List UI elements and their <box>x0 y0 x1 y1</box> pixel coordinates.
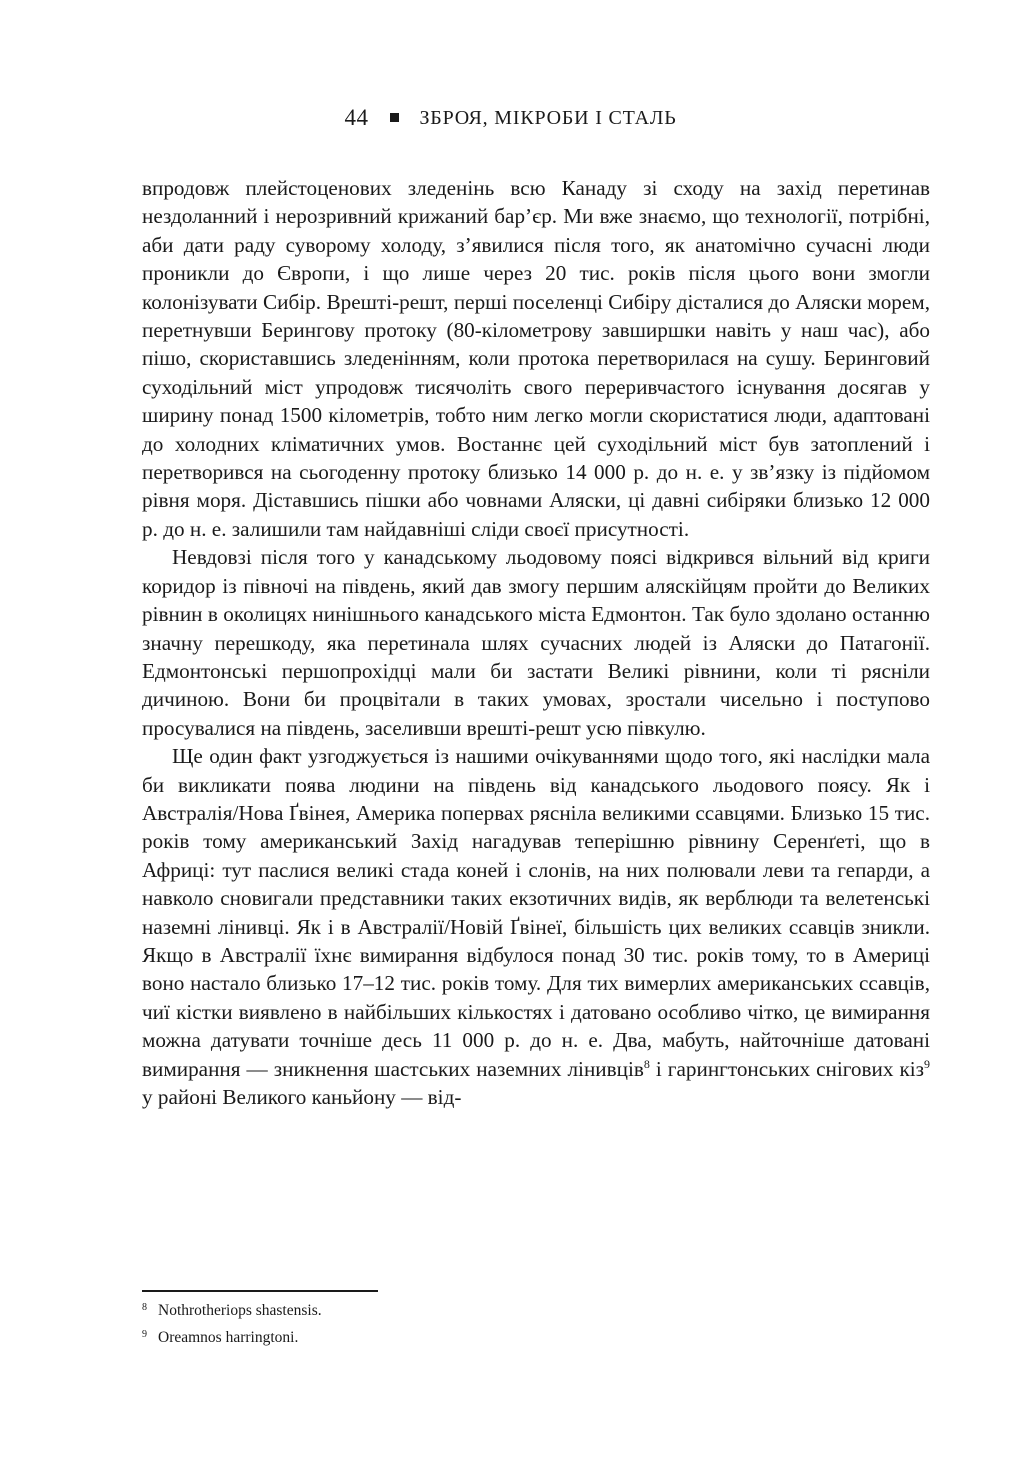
footnote-ref-8[interactable]: 8 <box>643 1056 650 1071</box>
paragraph-3-text-a: Ще один факт узгоджується із нашими очікуваннями щодо того, які наслідки мала би викликати поява людини на південь від канадського льодового поясу. Як і Австралія/Нова Ґвінея, Америка попервах рясніла великими ссавцями. Близько 15 тис. років тому американський Захід нагадував теперішню рівнину Серенґеті, що в Африці: тут паслися великі стада коней і слонів, на них полювали леви та гепарди, а навколо сновигали представники таких екзотичних видів, як верблюди та велетенські наземні лінивці. Як і в Австралії/Новій Ґвінеї, більшість цих великих ссавців зникли. Якщо в Австралії їхнє вимирання відбулося понад 30 тис. років тому, то в Америці воно настало близько 17–12 тис. років тому. Для тих вимерлих американських ссавців, чиї кістки виявлено в найбільших кількостях і датовано особливо чітко, це вимирання можна датувати точніше десь 11 000 р. до н. е. Два, мабуть, найточніше датовані вимирання — зникнення шастських наземних лінивців <box>142 744 930 1081</box>
page-number: 44 <box>344 105 369 130</box>
paragraph-3 <box>142 742 930 1111</box>
paragraph-2: Невдовзі після того у канадському льодовому поясі відкрився вільний від криги коридор із півночі на південь, який дав змогу першим аляскійцям пройти до Великих рівнин в околицях нинішнього канадського міста Едмонтон. Так було здолано останню значну перешкоду, яка перетинала шлях сучасних людей із Аляски до Патагонії. Едмонтонські першопрохідці мали би застати Великі рівнини, коли ті рясніли дичиною. Вони би процвітали в таких умовах, зростали чисельно і поступово просувалися на південь, заселивши врешті-решт усю півкулю. <box>142 545 930 740</box>
footnotes <box>142 1296 930 1350</box>
header-separator-square <box>390 113 399 122</box>
paragraph-1: впродовж плейстоценових зледенінь всю Канаду зі сходу на захід перетинав нездоланний і нерозривний крижаний бар’єр. Ми вже знаємо, що технології, потрібні, аби дати раду суворому холоду, з’явилися після того, як анатомічно сучасні люди проникли до Європи, і що лише через 20 тис. років після цього вони змогли колонізувати Сибір. Врешті-решт, перші поселенці Сибіру дісталися до Аляски морем, перетнувши Берингову протоку (80-кілометрову завширшки навіть у наш час), або пішо, скориставшись зледенінням, коли протока перетворилася на сушу. Беринговий суходільний міст упродовж тисячоліть свого переривчастого існування досягав у ширину понад 1500 кілометрів, тобто ним легко могли скористатися люди, адаптовані до холодних кліматичних умов. Востаннє цей суходільний міст був затоплений і перетворився на сьогоденну протоку близько 14 000 р. до н. е. у зв’язку із підйомом рівня моря. Діставшись пішки або човнами Аляски, ці давні сибіряки близько 12 000 р. до н. е. залишили там найдавніші сліди своєї присутності. <box>142 176 930 541</box>
running-header <box>0 103 1021 133</box>
paragraph-3-text-c: у районі Великого каньйону — від- <box>142 1085 462 1109</box>
footnote-mark: 8 <box>142 1302 147 1313</box>
footnote-divider <box>142 1290 378 1292</box>
footnote-8 <box>142 1296 930 1323</box>
running-title: ЗБРОЯ, МІКРОБИ І СТАЛЬ <box>419 106 677 129</box>
footnote-text: Nothrotheriops shastensis. <box>158 1302 322 1319</box>
footnote-mark: 9 <box>142 1329 147 1340</box>
footnote-text: Oreamnos harringtoni. <box>158 1329 299 1346</box>
footnote-ref-9[interactable]: 9 <box>924 1056 930 1071</box>
body-text <box>142 174 930 1111</box>
footnote-9 <box>142 1323 930 1350</box>
paragraph-3-text-b: і гарингтонських снігових кіз <box>649 1056 924 1081</box>
